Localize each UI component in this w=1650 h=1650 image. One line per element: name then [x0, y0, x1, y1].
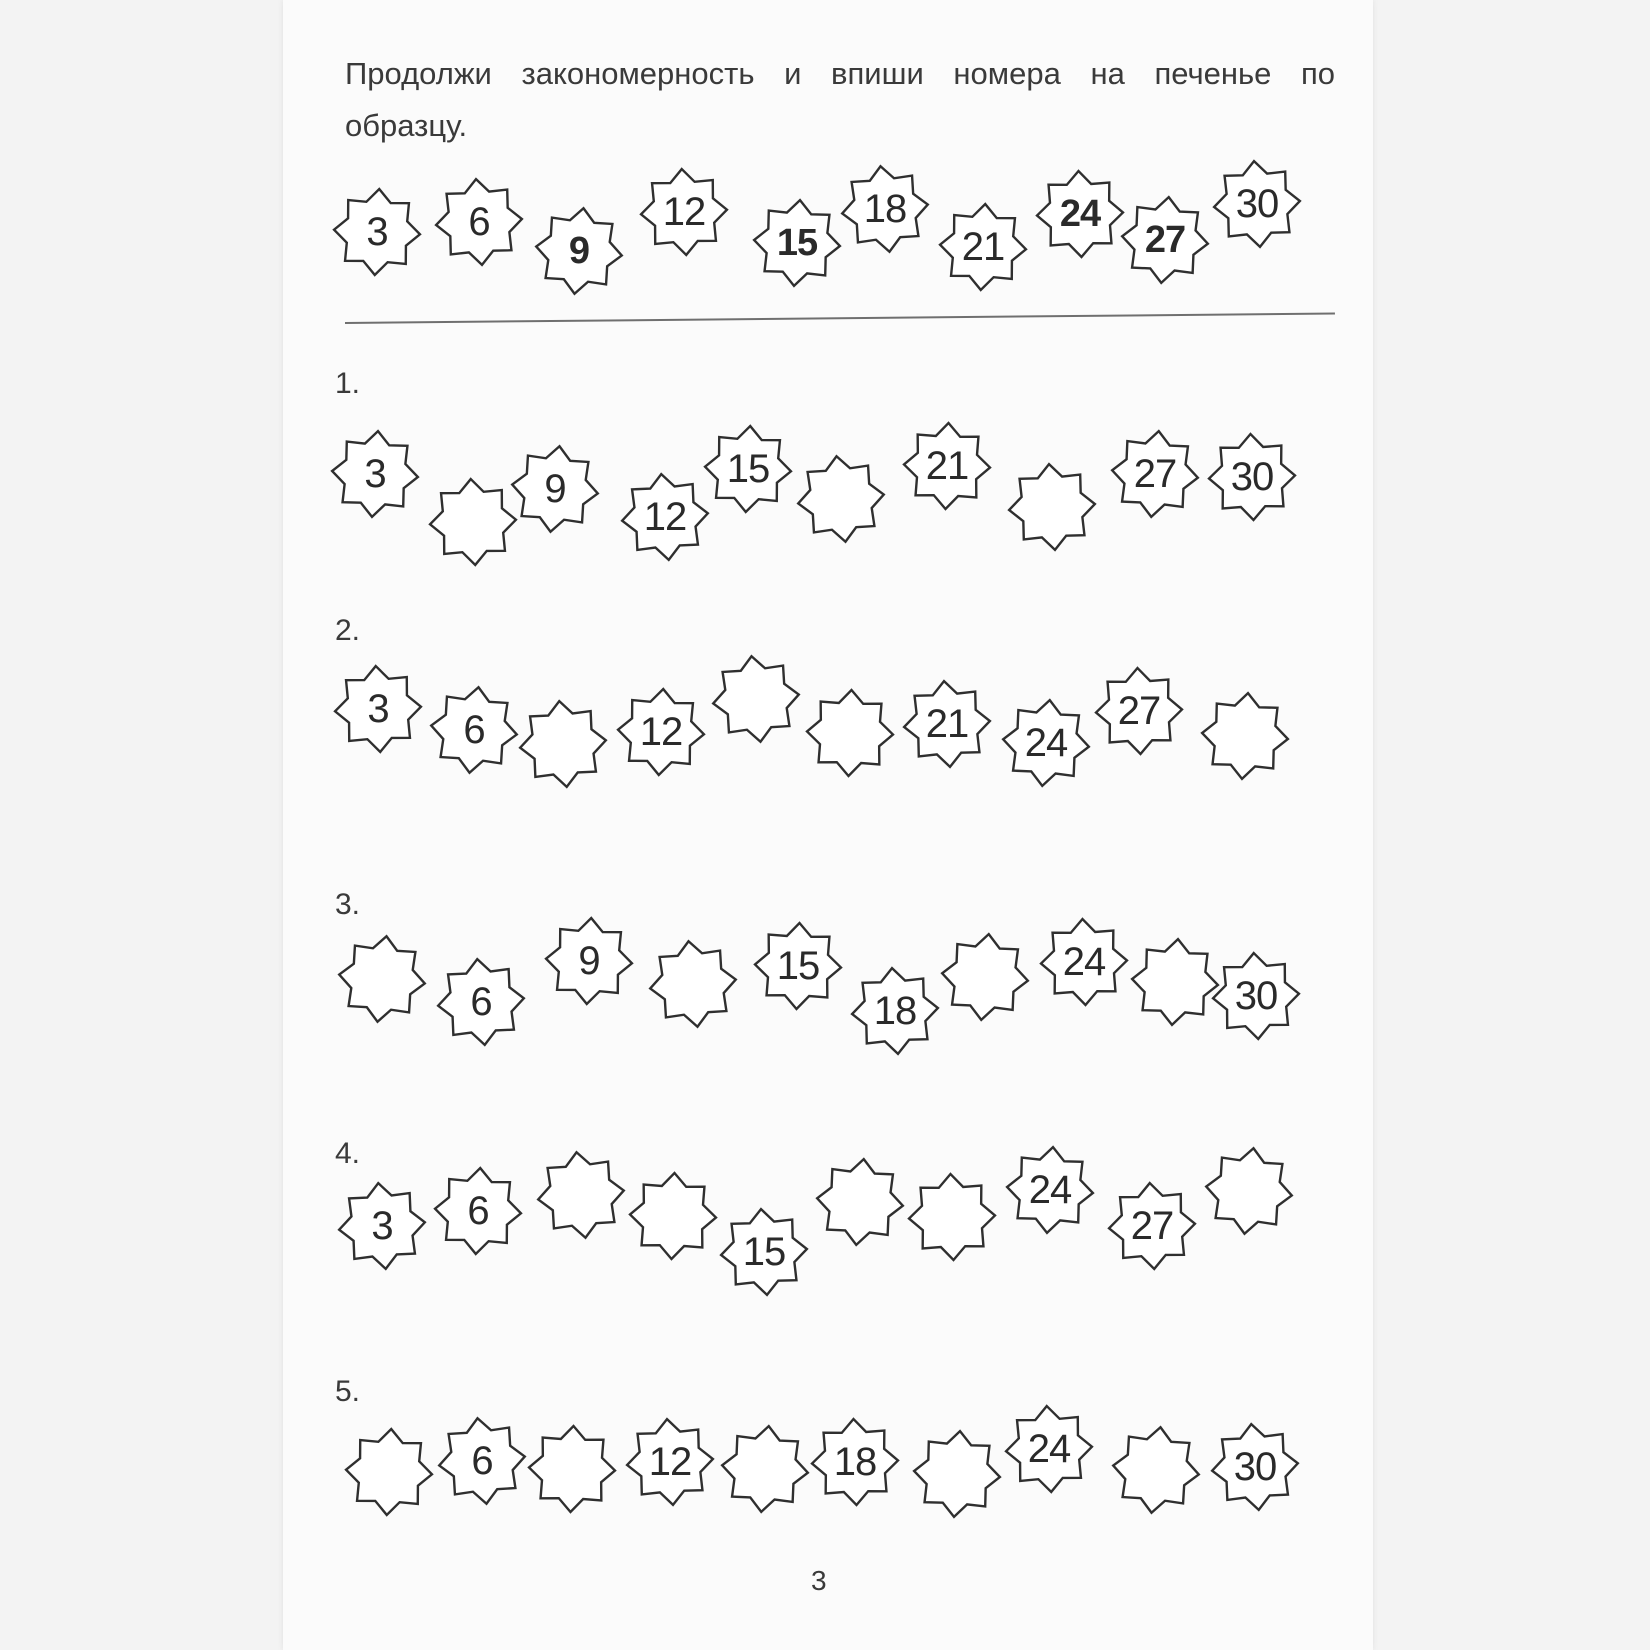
instruction-text — [345, 48, 1335, 152]
row-5-cookie-10[interactable] — [1211, 1423, 1299, 1511]
row-4-cookie-10[interactable] — [1205, 1147, 1293, 1235]
cookie-number: 21 — [961, 224, 1005, 269]
row-4-cookie-5[interactable] — [720, 1208, 808, 1296]
cookie-number — [797, 455, 885, 543]
cookie-number: 24 — [1028, 1167, 1072, 1212]
row-label-3: 3. — [335, 888, 361, 921]
cookie-number: 6 — [470, 979, 492, 1024]
cookie-number: 27 — [1133, 451, 1177, 496]
cookie-number: 9 — [544, 466, 566, 511]
divider-line — [345, 312, 1335, 324]
cookie-number — [1131, 938, 1219, 1026]
cookie-number: 18 — [863, 186, 907, 231]
cookie-number — [528, 1425, 616, 1513]
row-2-cookie-9[interactable] — [1095, 667, 1183, 755]
row-4-cookie-6[interactable] — [816, 1158, 904, 1246]
cookie-number: 21 — [925, 443, 969, 488]
cookie-number: 12 — [643, 494, 687, 539]
row-1-cookie-3[interactable] — [511, 445, 599, 533]
row-label-4: 4. — [335, 1137, 361, 1170]
row-3-cookie-5[interactable] — [754, 922, 842, 1010]
example-cookie-5[interactable] — [753, 199, 841, 287]
cookie-number: 30 — [1234, 973, 1278, 1018]
row-1-cookie-2[interactable] — [429, 478, 517, 566]
cookie-number — [1205, 1147, 1293, 1235]
row-2-cookie-8[interactable] — [1002, 699, 1090, 787]
cookie-number: 3 — [371, 1203, 393, 1248]
row-label-1: 1. — [335, 367, 361, 400]
cookie-number: 24 — [1024, 720, 1068, 765]
cookie-number — [941, 933, 1029, 1021]
cookie-number: 6 — [463, 707, 485, 752]
example-cookie-2[interactable] — [435, 178, 523, 266]
cookie-number: 12 — [639, 709, 683, 754]
row-3-cookie-3[interactable] — [545, 917, 633, 1005]
row-1-cookie-10[interactable] — [1208, 433, 1296, 521]
row-2-cookie-10[interactable] — [1201, 692, 1289, 780]
example-cookie-10[interactable] — [1213, 160, 1301, 248]
cookie-number: 21 — [925, 701, 969, 746]
cookie-number: 15 — [776, 221, 818, 264]
row-5-cookie-7[interactable] — [913, 1430, 1001, 1518]
row-1-cookie-1[interactable] — [331, 430, 419, 518]
instruction-line-2: образцу. — [345, 108, 468, 143]
row-3-cookie-4[interactable] — [649, 940, 737, 1028]
cookie-number — [649, 940, 737, 1028]
cookie-number: 18 — [833, 1439, 877, 1484]
cookie-number: 3 — [367, 686, 389, 731]
row-2-cookie-3[interactable] — [519, 700, 607, 788]
cookie-number — [338, 935, 426, 1023]
example-cookie-1[interactable] — [333, 188, 421, 276]
cookie-number: 15 — [742, 1229, 786, 1274]
example-cookie-6[interactable] — [841, 165, 929, 253]
cookie-number: 3 — [366, 209, 388, 254]
row-2-cookie-1[interactable] — [334, 665, 422, 753]
row-1-cookie-6[interactable] — [797, 455, 885, 543]
row-1-cookie-7[interactable] — [903, 422, 991, 510]
row-3-cookie-8[interactable] — [1040, 918, 1128, 1006]
cookie-number: 12 — [648, 1439, 692, 1484]
row-5-cookie-4[interactable] — [626, 1418, 714, 1506]
cookie-number — [721, 1425, 809, 1513]
row-3-cookie-10[interactable] — [1212, 952, 1300, 1040]
cookie-number: 15 — [776, 943, 820, 988]
row-5-cookie-9[interactable] — [1112, 1426, 1200, 1514]
cookie-number — [537, 1151, 625, 1239]
cookie-number: 27 — [1130, 1203, 1174, 1248]
row-3-cookie-2[interactable] — [437, 958, 525, 1046]
cookie-number: 6 — [467, 1188, 489, 1233]
row-2-cookie-4[interactable] — [617, 688, 705, 776]
row-5-cookie-3[interactable] — [528, 1425, 616, 1513]
row-3-cookie-1[interactable] — [338, 935, 426, 1023]
cookie-number: 24 — [1062, 939, 1106, 984]
example-cookie-9[interactable] — [1121, 196, 1209, 284]
cookie-number: 24 — [1059, 192, 1101, 235]
row-1-cookie-9[interactable] — [1111, 430, 1199, 518]
example-cookie-3[interactable] — [535, 207, 623, 295]
row-4-cookie-3[interactable] — [537, 1151, 625, 1239]
row-4-cookie-9[interactable] — [1108, 1182, 1196, 1270]
cookie-number: 27 — [1144, 218, 1186, 261]
cookie-number — [519, 700, 607, 788]
cookie-number — [1112, 1426, 1200, 1514]
cookie-number — [816, 1158, 904, 1246]
cookie-number: 27 — [1117, 688, 1161, 733]
example-cookie-4[interactable] — [640, 168, 728, 256]
cookie-number — [712, 655, 800, 743]
cookie-number — [345, 1428, 433, 1516]
cookie-number: 30 — [1233, 1444, 1277, 1489]
row-3-cookie-9[interactable] — [1131, 938, 1219, 1026]
cookie-number — [429, 478, 517, 566]
row-2-cookie-5[interactable] — [712, 655, 800, 743]
row-2-cookie-2[interactable] — [430, 686, 518, 774]
cookie-number — [629, 1172, 717, 1260]
row-1-cookie-4[interactable] — [621, 473, 709, 561]
example-cookie-8[interactable] — [1036, 170, 1124, 258]
cookie-number: 15 — [726, 446, 770, 491]
row-5-cookie-8[interactable] — [1005, 1405, 1093, 1493]
row-4-cookie-2[interactable] — [434, 1167, 522, 1255]
row-4-cookie-8[interactable] — [1006, 1146, 1094, 1234]
workbook-page — [283, 0, 1373, 1650]
row-5-cookie-6[interactable] — [811, 1418, 899, 1506]
row-2-cookie-6[interactable] — [806, 689, 894, 777]
cookie-number — [913, 1430, 1001, 1518]
cookie-number: 9 — [568, 229, 590, 272]
cookie-number — [908, 1173, 996, 1261]
cookie-number — [806, 689, 894, 777]
row-label-2: 2. — [335, 614, 361, 647]
cookie-number: 6 — [471, 1438, 493, 1483]
cookie-number: 12 — [662, 189, 706, 234]
cookie-number: 3 — [364, 451, 386, 496]
example-cookie-7[interactable] — [939, 203, 1027, 291]
row-3-cookie-6[interactable] — [851, 967, 939, 1055]
cookie-number — [1008, 463, 1096, 551]
row-1-cookie-8[interactable] — [1008, 463, 1096, 551]
cookie-number — [1201, 692, 1289, 780]
row-5-cookie-2[interactable] — [438, 1417, 526, 1505]
row-4-cookie-1[interactable] — [338, 1182, 426, 1270]
row-label-5: 5. — [335, 1375, 361, 1408]
row-1-cookie-5[interactable] — [704, 425, 792, 513]
row-4-cookie-4[interactable] — [629, 1172, 717, 1260]
cookie-number: 30 — [1235, 181, 1279, 226]
page-number: 3 — [811, 1565, 827, 1596]
row-4-cookie-7[interactable] — [908, 1173, 996, 1261]
row-2-cookie-7[interactable] — [903, 680, 991, 768]
cookie-number: 9 — [578, 938, 600, 983]
row-3-cookie-7[interactable] — [941, 933, 1029, 1021]
cookie-number: 24 — [1027, 1426, 1071, 1471]
cookie-number: 6 — [468, 199, 490, 244]
cookie-number: 30 — [1230, 454, 1274, 499]
cookie-number: 18 — [873, 988, 917, 1033]
row-5-cookie-5[interactable] — [721, 1425, 809, 1513]
instruction-line-1: Продолжи закономерность и впиши номера на печенье по — [345, 56, 1335, 91]
row-5-cookie-1[interactable] — [345, 1428, 433, 1516]
